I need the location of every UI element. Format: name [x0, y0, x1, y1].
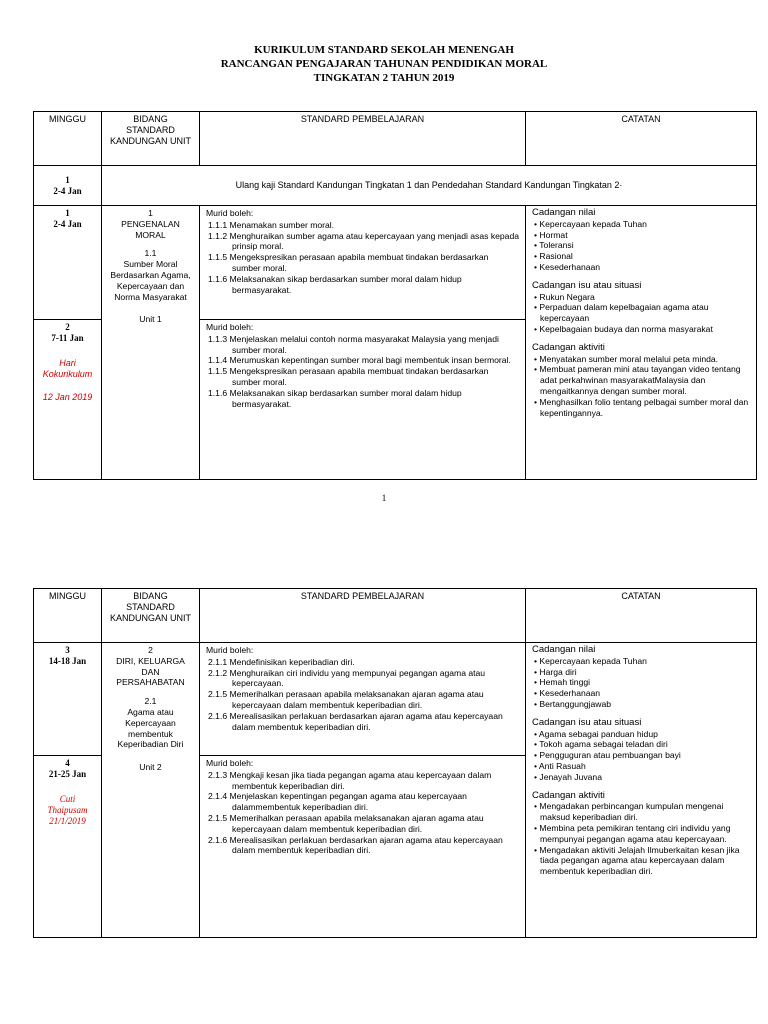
list-item: • Kesederhanaan: [532, 688, 750, 699]
header-standard: STANDARD PEMBELAJARAN: [200, 589, 526, 643]
bidang-number: 1: [148, 208, 153, 218]
catatan-cell: [526, 206, 757, 480]
plan-table-1: [33, 111, 757, 480]
bidang-name-line2: DAN: [141, 666, 160, 677]
intro-row-text: Ulang kaji Standard Kandungan Tingkatan 1 dan Pendedahan Standard Kandungan Tingkatan 2·: [102, 166, 757, 206]
week-date: 7-11 Jan: [51, 333, 84, 343]
standard-cell: [200, 756, 526, 938]
standard-lead: Murid boleh:: [206, 645, 254, 655]
bidang-cell: [102, 206, 200, 480]
week-date: 14-18 Jan: [48, 656, 87, 666]
list-item: • Kepercayaan kepada Tuhan: [532, 656, 750, 667]
list-item: • Pengguguran atau pembuangan bayi: [532, 750, 750, 761]
standard-item: 1.1.3 Menjelaskan melalui contoh norma masyarakat Malaysia yang menjadi sumber moral.: [208, 333, 499, 355]
list-item: • Rasional: [532, 251, 750, 262]
list-item: • Kesederhanaan: [532, 262, 750, 273]
bidang-sub-number: 1.1: [144, 248, 157, 259]
bidang-sub-number: 2.1: [144, 696, 157, 707]
standard-item: 2.1.2 Menghuraikan ciri individu yang mempunyai pegangan agama atau kepercayaan.: [208, 667, 486, 689]
standard-item: 2.1.4 Menjelaskan kepentingan pegangan agama atau kepercayaan dalammembentuk keperibadian diri.: [208, 791, 467, 813]
week-cell: [34, 166, 102, 206]
standard-item: 1.1.4 Merumuskan kepentingan sumber moral bagi membentuk insan bermoral.: [208, 355, 511, 366]
list-item: • Kepercayaan kepada Tuhan: [532, 219, 750, 230]
plan-table-2: [33, 588, 757, 938]
header-minggu: MINGGU: [34, 112, 102, 166]
list-item: • Mengadakan perbincangan kumpulan mengenai maksud keperibadian diri.: [532, 801, 750, 823]
doc-title-line3: TINGKATAN 2 TAHUN 2019: [313, 72, 455, 84]
list-item: • Agama sebagai panduan hidup: [532, 729, 750, 740]
catatan-nilai-head: Cadangan nilai: [532, 644, 596, 655]
standard-cell: [200, 206, 526, 320]
standard-item: 2.1.5 Memerihalkan perasaan apabila melaksanakan ajaran agama atau kepercayaan dalam membentuk keperibadian diri.: [208, 812, 484, 834]
header-minggu: MINGGU: [34, 589, 102, 643]
bidang-cell: [102, 643, 200, 938]
week-number: 1: [65, 208, 70, 218]
doc-title-line2: RANCANGAN PENGAJARAN TAHUNAN PENDIDIKAN MORAL: [220, 58, 548, 70]
week-note: [40, 794, 95, 827]
catatan-aktiviti-head: Cadangan aktiviti: [532, 789, 605, 801]
catatan-nilai-list: [532, 656, 750, 710]
standard-item: 1.1.6 Melaksanakan sikap berdasarkan sumber moral dalam hidup bermasyarakat.: [208, 273, 462, 295]
bidang-sub-name: Sumber Moral Berdasarkan Agama, Kepercayaan dan Norma Masyarakat: [110, 259, 191, 302]
standard-item: 2.1.3 Mengkaji kesan jika tiada pegangan agama atau kepercayaan dalam membentuk keperibadian diri.: [208, 769, 492, 791]
week-note-line2: Thaipusam: [47, 805, 88, 815]
catatan-isu-head: Cadangan isu atau situasi: [532, 716, 642, 728]
bidang-name-line1: DIRI, KELUARGA: [116, 655, 185, 666]
catatan-nilai-list: [532, 219, 750, 273]
week-note-line2: Kokurikulum: [42, 369, 93, 379]
bidang-sub-name: Agama atau Kepercayaan membentuk Keperibadian Diri: [117, 706, 184, 750]
standard-item: 1.1.6 Melaksanakan sikap berdasarkan sumber moral dalam hidup bermasyarakat.: [208, 387, 462, 409]
catatan-isu-list: [532, 292, 750, 335]
standard-item: 2.1.6 Merealisasikan perlakuan berdasarkan ajaran agama atau kepercayaan dalam membentuk keperibadian diri.: [208, 834, 503, 856]
doc-title-line1: KURIKULUM STANDARD SEKOLAH MENENGAH: [254, 44, 514, 56]
week-note-date: 21/1/2019: [49, 816, 86, 826]
week-cell: [34, 320, 102, 480]
list-item: • Membina peta pemikiran tentang ciri individu yang mempunyai pegangan agama atau kepercayaan.: [532, 823, 750, 845]
list-item: • Perpaduan dalam kepelbagaian agama atau kepercayaan: [532, 302, 750, 324]
standard-lead: Murid boleh:: [206, 208, 254, 218]
bidang-name-line3: PERSAHABATAN: [116, 677, 185, 688]
list-item: • Bertanggungjawab: [532, 699, 750, 710]
catatan-isu-head: Cadangan isu atau situasi: [532, 279, 642, 291]
bidang-number: 2: [148, 645, 153, 655]
list-item: • Menyatakan sumber moral melalui peta minda.: [532, 354, 750, 365]
standard-item: 1.1.5 Mengekspresikan perasaan apabila membuat tindakan berdasarkan sumber moral.: [208, 366, 489, 387]
standard-lead: Murid boleh:: [206, 758, 254, 768]
week-cell: [34, 206, 102, 320]
catatan-aktiviti-head: Cadangan aktiviti: [532, 341, 605, 353]
week-cell: [34, 643, 102, 756]
catatan-isu-list: [532, 729, 750, 783]
catatan-cell: [526, 643, 757, 938]
week-date: 2-4 Jan: [53, 219, 82, 229]
list-item: • Harga diri: [532, 667, 750, 678]
standard-item: 1.1.1 Menamakan sumber moral.: [208, 219, 335, 230]
header-bidang: BIDANG STANDARD KANDUNGAN UNIT: [102, 112, 200, 166]
week-number: 4: [65, 758, 70, 768]
standard-item: 2.1.5 Memerihalkan perasaan apabila melaksanakan ajaran agama atau kepercayaan dalam membentuk keperibadian diri.: [208, 689, 484, 710]
week-note-date: 12 Jan 2019: [42, 392, 93, 402]
list-item: • Toleransi: [532, 240, 750, 251]
list-item: • Kepelbagaian budaya dan norma masyarakat: [532, 324, 750, 335]
week-number: 2: [65, 322, 70, 332]
header-catatan: CATATAN: [526, 112, 757, 166]
standard-cell: [200, 643, 526, 756]
bidang-unit: Unit 1: [139, 314, 162, 325]
list-item: • Rukun Negara: [532, 292, 750, 303]
list-item: • Tokoh agama sebagai teladan diri: [532, 739, 750, 750]
header-standard: STANDARD PEMBELAJARAN: [200, 112, 526, 166]
week-note: [40, 358, 95, 403]
week-number: 3: [65, 645, 70, 655]
list-item: • Hormat: [532, 230, 750, 241]
bidang-name-line2: MORAL: [135, 229, 166, 240]
list-item: • Menghasilkan folio tentang pelbagai sumber moral dan kepentingannya.: [532, 397, 750, 419]
header-catatan: CATATAN: [526, 589, 757, 643]
week-date: 21-25 Jan: [48, 769, 87, 779]
header-bidang: BIDANG STANDARD KANDUNGAN UNIT: [102, 589, 200, 643]
list-item: • Hemah tinggi: [532, 677, 750, 688]
list-item: • Mengadakan aktiviti Jelajah Ilmuberkaitan kesan jika tiada pegangan agama atau kepercayaan dalam membentuk keperibadian diri.: [532, 845, 750, 877]
standard-cell: [200, 320, 526, 480]
week-date: 2-4 Jan: [53, 185, 82, 196]
page-number: 1: [381, 493, 387, 503]
week-cell: [34, 756, 102, 938]
catatan-aktiviti-list: [532, 354, 750, 419]
bidang-name-line1: PENGENALAN: [121, 218, 180, 229]
catatan-aktiviti-list: [532, 801, 750, 877]
standard-item: 1.1.2 Menghuraikan sumber agama atau kepercayaan yang menjadi asas kepada prinsip moral.: [208, 230, 520, 252]
week-note-line1: Cuti: [59, 794, 76, 804]
week-number: 1: [65, 174, 70, 185]
list-item: • Membuat pameran mini atau tayangan video tentang adat perkahwinan masyarakatMalaysia dan mengaitkannya dengan sumber moral.: [532, 364, 750, 396]
standard-item: 2.1.1 Mendefinisikan keperibadian diri.: [208, 656, 355, 667]
catatan-nilai-head: Cadangan nilai: [532, 207, 596, 218]
week-note-line1: Hari: [59, 358, 76, 368]
bidang-unit: Unit 2: [139, 762, 162, 773]
list-item: • Jenayah Juvana: [532, 772, 750, 783]
standard-item: 1.1.5 Mengekspresikan perasaan apabila membuat tindakan berdasarkan sumber moral.: [208, 252, 489, 273]
standard-lead: Murid boleh:: [206, 322, 254, 332]
list-item: • Anti Rasuah: [532, 761, 750, 772]
standard-item: 2.1.6 Merealisasikan perlakuan berdasarkan ajaran agama atau kepercayaan dalam membentuk keperibadian diri.: [208, 710, 503, 732]
